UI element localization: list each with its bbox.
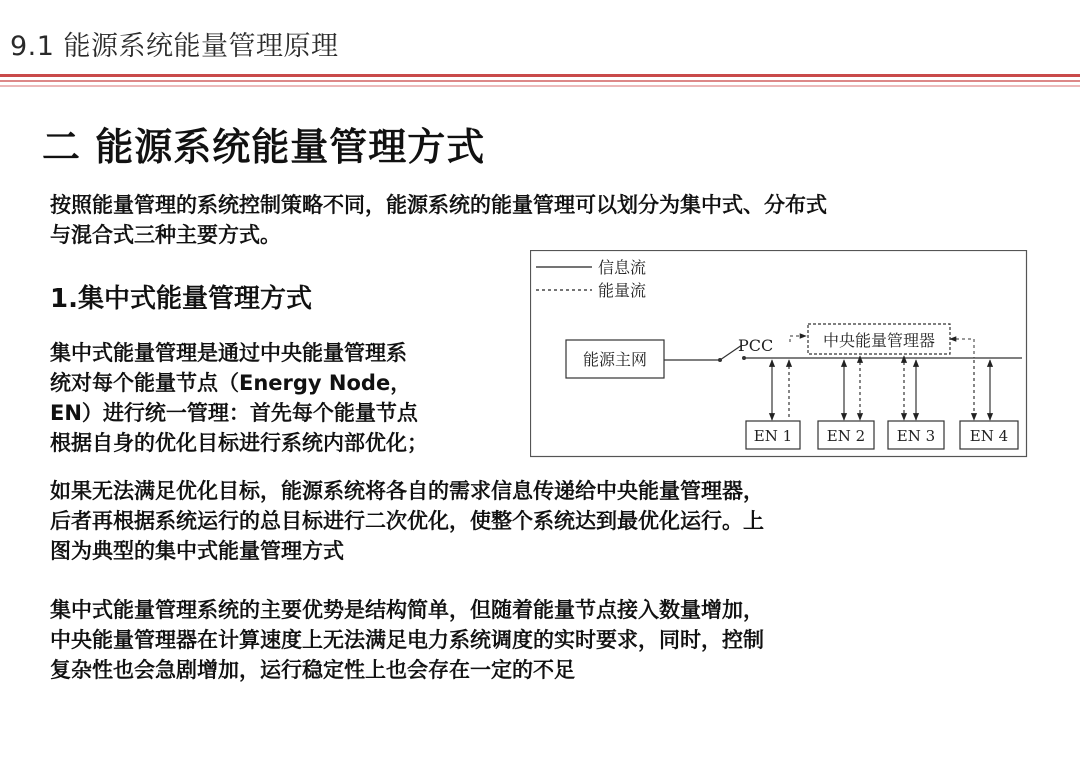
- continuation-line: 如果无法满足优化目标，能源系统将各自的需求信息传递给中央能量管理器，: [50, 479, 764, 503]
- advantages-line: 中央能量管理器在计算速度上无法满足电力系统调度的实时要求，同时，控制: [50, 628, 764, 652]
- intro-line: 按照能量管理的系统控制策略不同，能源系统的能量管理可以划分为集中式、分布式: [50, 193, 827, 217]
- centralized-description: [50, 338, 510, 458]
- header-divider: [0, 80, 1080, 82]
- en1-label: EN 1: [753, 427, 793, 445]
- legend-info-label: 信息流: [598, 258, 647, 277]
- continuation-paragraph: [50, 476, 950, 566]
- advantages-line: 复杂性也会急剧增加，运行稳定性上也会存在一定的不足: [50, 658, 575, 682]
- pcc-info-flow: [790, 336, 806, 342]
- intro-line: 与混合式三种主要方式。: [50, 223, 281, 247]
- section-title: 二 能源系统能量管理方式: [42, 125, 486, 169]
- centralized-line: 集中式能量管理是通过中央能量管理系: [50, 341, 407, 365]
- header-divider: [0, 74, 1080, 77]
- page-header-title: 9.1 能源系统能量管理原理: [10, 31, 339, 62]
- continuation-line: 后者再根据系统运行的总目标进行二次优化，使整个系统达到最优化运行。上: [50, 509, 764, 533]
- subsection-title: 1.集中式能量管理方式: [50, 284, 312, 314]
- intro-paragraph: [50, 190, 1040, 250]
- en3-label: EN 3: [896, 427, 936, 445]
- centralized-line: EN）进行统一管理：首先每个能量节点: [50, 401, 418, 425]
- en2-label: EN 2: [826, 427, 866, 445]
- central-manager-label: 中央能量管理器: [822, 331, 936, 350]
- legend-energy-label: 能量流: [598, 281, 647, 300]
- manager-info-flow: [950, 339, 974, 358]
- continuation-line: 图为典型的集中式能量管理方式: [50, 539, 344, 563]
- en4-label: EN 4: [969, 427, 1009, 445]
- pcc-label: PCC: [738, 336, 774, 355]
- centralized-energy-management-diagram: [530, 250, 1028, 458]
- header-divider: [0, 85, 1080, 87]
- centralized-line: 根据自身的优化目标进行系统内部优化；: [50, 431, 428, 455]
- advantages-paragraph: [50, 595, 950, 685]
- advantages-line: 集中式能量管理系统的主要优势是结构简单，但随着能量节点接入数量增加，: [50, 598, 764, 622]
- pcc-node: [718, 358, 722, 362]
- centralized-line: 统对每个能量节点（Energy Node，: [50, 371, 412, 395]
- main-grid-label: 能源主网: [582, 350, 648, 369]
